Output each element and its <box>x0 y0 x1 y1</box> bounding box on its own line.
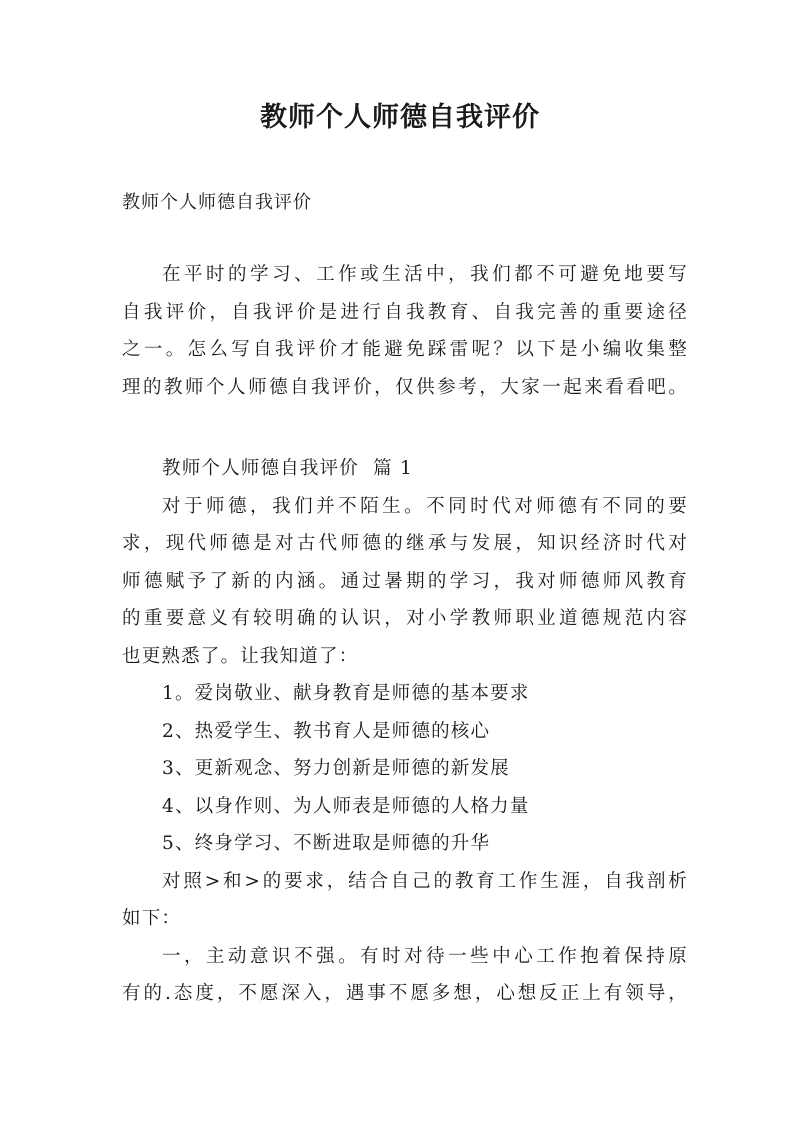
intro-line: 在平时的学习、工作或生活中，我们都不可避免地要写 <box>162 264 688 285</box>
list-item: 5、终身学习、不断进取是师德的升华 <box>162 833 491 854</box>
intro-line: 之一。怎么写自我评价才能避免踩雷呢？以下是小编收集整 <box>122 339 688 360</box>
point-line: 有的.态度，不愿深入，遇事不愿多想，心想反正上有领导， <box>122 983 688 1004</box>
reflection-line: 对照>和>的要求，结合自己的教育工作生涯，自我剖析 <box>162 870 688 892</box>
section-line: 对于师德，我们并不陌生。不同时代对师德有不同的要 <box>162 495 688 517</box>
list-item: 1。爱岗敬业、献身教育是师德的基本要求 <box>162 683 530 704</box>
list-item: 4、以身作则、为人师表是师德的人格力量 <box>162 795 530 817</box>
section-heading: 教师个人师德自我评价 篇 1 <box>162 458 413 479</box>
section-line: 的重要意义有较明确的认识，对小学教师职业道德规范内容 <box>122 608 688 629</box>
document-subtitle: 教师个人师德自我评价 <box>122 192 312 213</box>
list-item: 3、更新观念、努力创新是师德的新发展 <box>162 758 510 779</box>
section-line: 也更熟悉了。让我知道了： <box>122 645 359 667</box>
reflection-line: 如下： <box>122 908 182 929</box>
list-item: 2、热爱学生、教书育人是师德的核心 <box>162 720 491 742</box>
point-line: 一，主动意识不强。有时对待一些中心工作抱着保持原 <box>162 945 688 967</box>
document-title: 教师个人师德自我评价 <box>260 102 540 133</box>
section-line: 师德赋予了新的内涵。通过暑期的学习，我对师德师风教育 <box>122 570 688 592</box>
intro-line: 自我评价，自我评价是进行自我教育、自我完善的重要途径 <box>122 301 688 323</box>
intro-paragraph <box>122 256 688 406</box>
intro-line: 理的教师个人师德自我评价，仅供参考，大家一起来看看吧。 <box>122 376 688 398</box>
section-line: 求，现代师德是对古代师德的继承与发展，知识经济时代对 <box>122 533 688 554</box>
section-1 <box>122 450 688 1013</box>
